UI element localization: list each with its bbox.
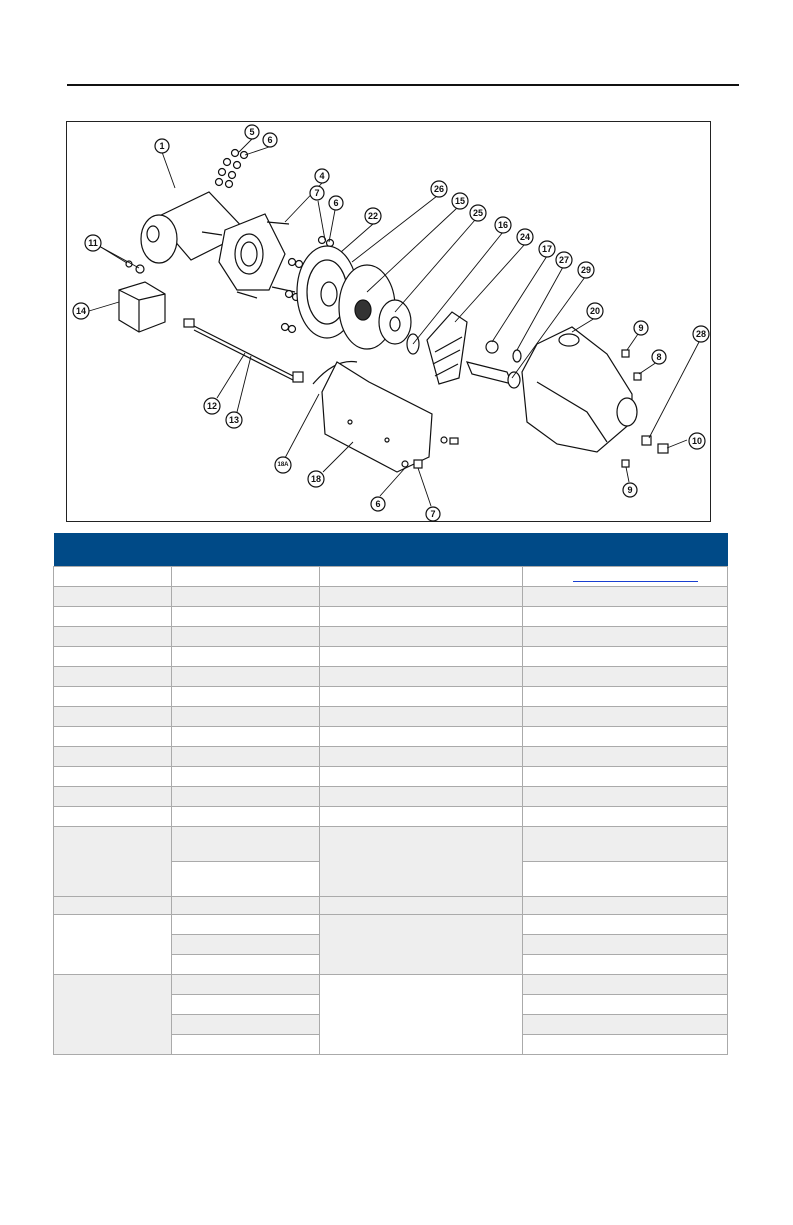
svg-text:22: 22 xyxy=(367,211,379,221)
table-row xyxy=(54,915,728,935)
nuts-group xyxy=(216,150,248,188)
svg-text:18A: 18A xyxy=(277,462,289,468)
table-row xyxy=(54,747,728,767)
callout-24 xyxy=(517,229,533,245)
callout-11 xyxy=(85,235,101,251)
table-row xyxy=(54,787,728,807)
callout-6-top xyxy=(263,133,277,147)
svg-text:26: 26 xyxy=(433,184,445,194)
callout-17 xyxy=(539,241,555,257)
callout-18 xyxy=(308,471,324,487)
table-row xyxy=(54,707,728,727)
svg-text:20: 20 xyxy=(589,306,601,316)
table-row xyxy=(54,767,728,787)
callout-16 xyxy=(495,217,511,233)
svg-text:16: 16 xyxy=(497,220,509,230)
svg-text:6: 6 xyxy=(333,198,339,208)
svg-text:11: 11 xyxy=(88,238,98,248)
callout-20 xyxy=(587,303,603,319)
svg-text:27: 27 xyxy=(558,255,570,265)
pressure-switch-part xyxy=(119,282,165,332)
svg-text:24: 24 xyxy=(519,232,531,242)
mounting-bracket-part xyxy=(322,362,432,472)
top-rule xyxy=(67,84,739,86)
svg-text:6: 6 xyxy=(375,499,381,509)
callout-29 xyxy=(578,262,594,278)
callout-25 xyxy=(470,205,486,221)
table-row xyxy=(54,627,728,647)
svg-text:6: 6 xyxy=(267,135,273,145)
parts-table xyxy=(53,533,728,1055)
svg-text:15: 15 xyxy=(454,196,466,206)
callout-9-bottom xyxy=(623,483,637,497)
callout-18A xyxy=(275,457,291,473)
callout-28 xyxy=(693,326,709,342)
svg-text:9: 9 xyxy=(638,323,644,333)
callout-9-top xyxy=(634,321,648,335)
svg-text:10: 10 xyxy=(691,436,703,446)
callout-6-mid xyxy=(329,196,343,210)
callout-7-bottom xyxy=(426,507,440,521)
table-row xyxy=(54,567,728,587)
callout-10 xyxy=(689,433,705,449)
callout-5 xyxy=(245,125,259,139)
header-col-2 xyxy=(172,533,320,567)
svg-text:7: 7 xyxy=(314,188,320,198)
motor-part xyxy=(141,192,285,290)
pump-body-part xyxy=(522,327,637,452)
svg-text:1: 1 xyxy=(159,141,165,151)
table-row xyxy=(54,607,728,627)
callout-4 xyxy=(315,169,329,183)
callout-13 xyxy=(226,412,242,428)
svg-text:25: 25 xyxy=(472,208,484,218)
svg-text:12: 12 xyxy=(206,401,218,411)
svg-text:9: 9 xyxy=(627,485,633,495)
callout-26 xyxy=(431,181,447,197)
header-col-4 xyxy=(523,533,728,567)
table-row xyxy=(54,727,728,747)
svg-text:14: 14 xyxy=(75,306,87,316)
svg-text:13: 13 xyxy=(228,415,240,425)
impeller-part xyxy=(427,312,467,384)
callout-8 xyxy=(652,350,666,364)
table-row xyxy=(54,647,728,667)
callout-6-bottom xyxy=(371,497,385,511)
callout-12 xyxy=(204,398,220,414)
table-row xyxy=(54,827,728,862)
header-col-3 xyxy=(320,533,523,567)
callout-14 xyxy=(73,303,89,319)
callout-1 xyxy=(155,139,169,153)
svg-text:4: 4 xyxy=(319,171,325,181)
table-row xyxy=(54,587,728,607)
header-col-1 xyxy=(54,533,172,567)
svg-text:17: 17 xyxy=(541,244,553,254)
callout-15 xyxy=(452,193,468,209)
link-cell[interactable] xyxy=(523,567,728,587)
table-row xyxy=(54,667,728,687)
venturi-part xyxy=(467,341,521,388)
svg-text:18: 18 xyxy=(310,474,322,484)
callout-27 xyxy=(556,252,572,268)
svg-text:28: 28 xyxy=(695,329,707,339)
diagram-svg xyxy=(67,122,712,523)
diffuser-part xyxy=(339,265,419,354)
callout-22 xyxy=(365,208,381,224)
svg-text:29: 29 xyxy=(580,265,592,275)
table-row xyxy=(54,807,728,827)
table-row xyxy=(54,687,728,707)
callout-7-top xyxy=(310,186,324,200)
table-header-row xyxy=(54,533,728,567)
exploded-parts-diagram xyxy=(66,121,711,522)
svg-text:5: 5 xyxy=(249,127,255,137)
svg-text:7: 7 xyxy=(430,509,436,519)
svg-text:8: 8 xyxy=(656,352,662,362)
hyperlink[interactable] xyxy=(573,581,698,582)
table-row xyxy=(54,897,728,915)
table-row xyxy=(54,975,728,995)
